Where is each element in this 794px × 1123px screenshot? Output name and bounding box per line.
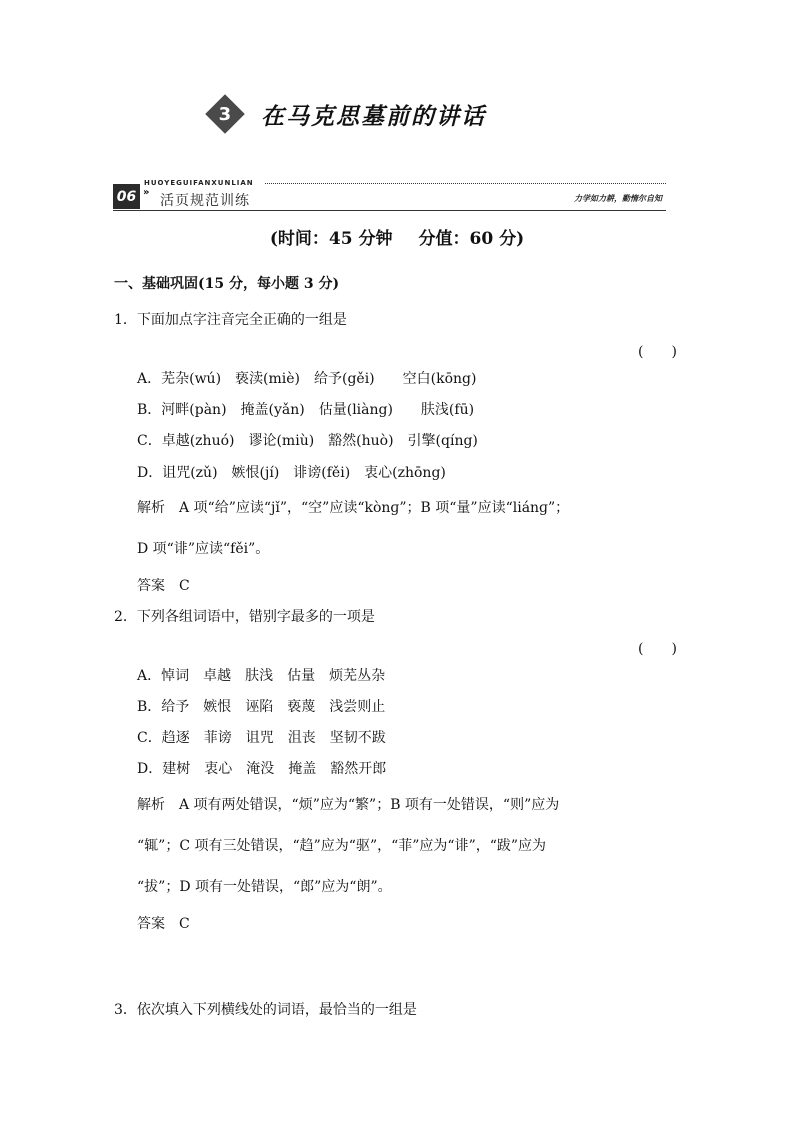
lesson-title-row xyxy=(205,92,486,136)
q2-analysis-line1: 解析 A 项有两处错误，“烦”应为“繁”；B 项有一处错误，“则”应为 xyxy=(137,797,560,813)
lesson-number: 3 xyxy=(218,103,232,125)
q3-stem: 3．依次填入下列横线处的词语，最恰当的一组是 xyxy=(114,1002,417,1018)
lesson-number-badge xyxy=(205,94,245,134)
q1-option-c: C．卓越(zhuó) 谬论(miù) 豁然(huò) 引擎(qíng) xyxy=(137,433,478,449)
exam-time: (时间：45 分钟 xyxy=(269,229,393,249)
section-heading: 一、基础巩固(15 分，每小题 3 分) xyxy=(114,276,340,292)
q1-option-b: B．河畔(pàn) 掩盖(yǎn) 估量(liàng) 肤浅(fū) xyxy=(137,402,475,418)
q2-option-b: B．给予 嫉恨 诬陷 亵蔑 浅尝则止 xyxy=(137,699,386,715)
double-chevron-icon: » xyxy=(143,187,150,198)
q1-answer: 答案 C xyxy=(137,578,190,594)
exam-score: 分值：60 分) xyxy=(418,229,525,249)
q2-analysis-line3: “拔”；D 项有一处错误，“郎”应为“朗”。 xyxy=(137,879,392,895)
section-banner xyxy=(113,181,666,211)
q1-analysis-line2: D 项“诽”应读“fěi”。 xyxy=(137,541,270,557)
q2-analysis-line2: “辄”；C 项有三处错误，“趋”应为“驱”，“菲”应为“诽”，“跋”应为 xyxy=(137,838,547,854)
q1-analysis-line1: 解析 A 项“给”应读“jǐ”，“空”应读“kònɡ”；B 项“量”应读“liánɡ”； xyxy=(137,500,570,516)
banner-motto: 力学如力耕，勤惰尔自知 xyxy=(574,193,662,203)
q1-stem: 1．下面加点字注音完全正确的一组是 xyxy=(114,312,347,328)
lesson-title: 在马克思墓前的讲话 xyxy=(261,102,486,130)
q2-option-c: C．趋逐 菲谤 诅咒 沮丧 坚韧不跋 xyxy=(137,730,386,746)
q2-answer-blank: ( ) xyxy=(638,641,677,657)
exam-info xyxy=(0,224,794,249)
banner-underline xyxy=(113,210,666,211)
q1-option-d: D．诅咒(zǔ) 嫉恨(jí) 诽谤(fěi) 衷心(zhōng) xyxy=(137,465,446,481)
banner-pinyin: HUOYEGUIFANXUNLIAN xyxy=(144,179,254,187)
banner-dotted-divider xyxy=(265,183,666,184)
banner-badge: 06 xyxy=(113,184,140,209)
banner-label: 活页规范训练 xyxy=(160,193,250,209)
q2-stem: 2．下列各组词语中，错别字最多的一项是 xyxy=(114,609,375,625)
q1-option-a: A．芜杂(wú) 亵渎(miè) 给予(gěi) 空白(kōng) xyxy=(137,371,477,387)
q2-option-a: A．悼词 卓越 肤浅 估量 烦芜丛杂 xyxy=(137,668,386,684)
q1-answer-blank: ( ) xyxy=(638,344,677,360)
q2-option-d: D．建树 衷心 淹没 掩盖 豁然开郎 xyxy=(137,761,387,777)
q2-answer: 答案 C xyxy=(137,916,190,932)
